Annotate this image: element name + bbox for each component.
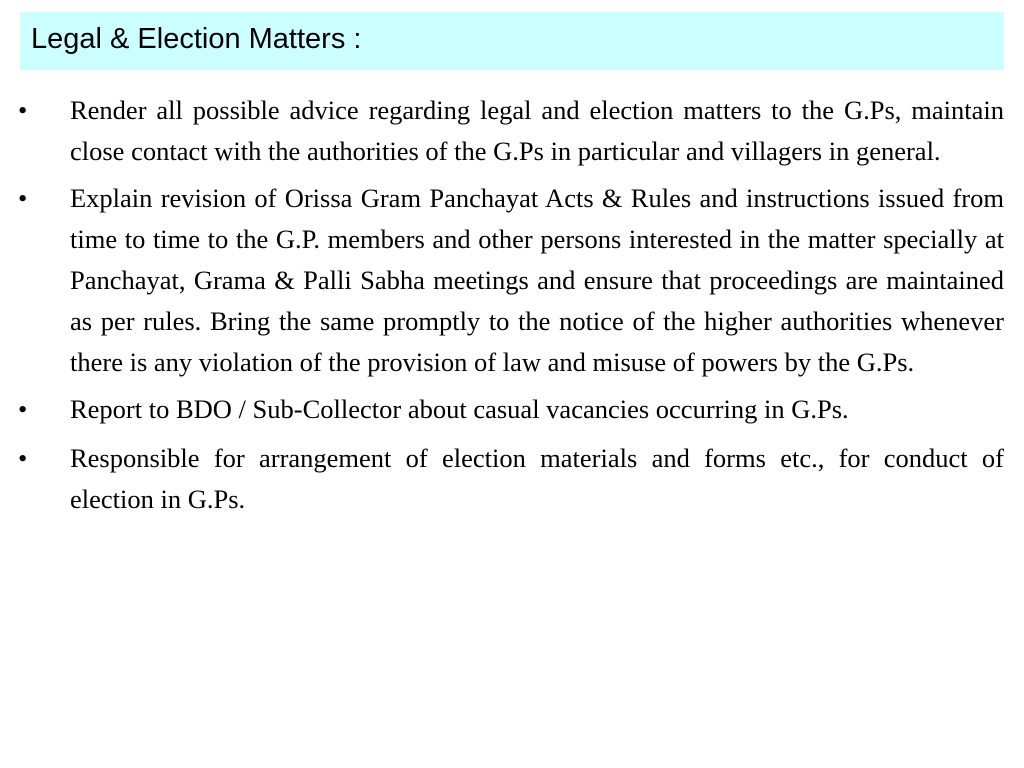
bullet-item <box>18 389 1004 430</box>
bullet-icon: • <box>18 95 28 125</box>
bullet-icon: • <box>18 183 28 213</box>
bullet-text: Responsible for arrangement of election materials and forms etc., for conduct of election in G.Ps. <box>70 443 1004 514</box>
bullet-text: Render all possible advice regarding legal and election matters to the G.Ps, maintain close contact with the authorities of the G.Ps in particular and villagers in general. <box>70 95 1004 166</box>
bullet-text: Explain revision of Orissa Gram Panchayat Acts & Rules and instructions issued from time to time to the G.P. members and other persons interested in the matter specially at Panchayat, Grama & Palli Sabha meetings and ensure that proceedings are maintained as per rules. Bring the same promptly to the notice of the higher authorities whenever there is any violation of the provision of law and misuse of powers by the G.Ps. <box>70 183 1004 377</box>
title-bar <box>20 12 1004 70</box>
bullet-item <box>18 90 1004 172</box>
bullet-item <box>18 438 1004 520</box>
bullet-icon: • <box>18 394 28 424</box>
bullet-item <box>18 178 1004 383</box>
bullet-text: Report to BDO / Sub-Collector about casual vacancies occurring in G.Ps. <box>70 394 849 424</box>
bullet-icon: • <box>18 443 28 473</box>
slide-title: Legal & Election Matters : <box>31 22 362 55</box>
bullet-list <box>0 90 1024 526</box>
